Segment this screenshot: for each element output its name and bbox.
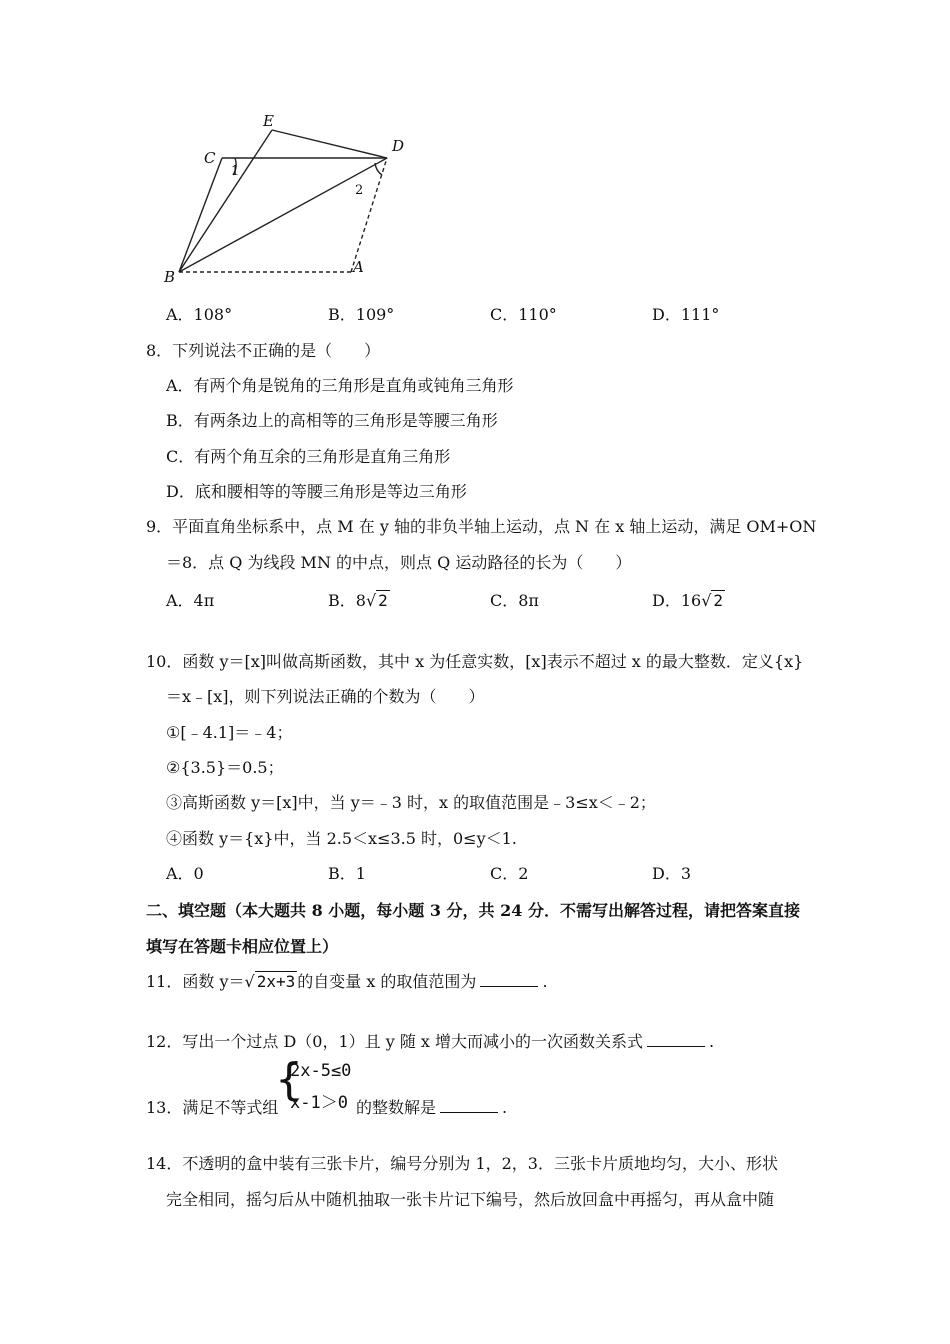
- q10-option-d: D．3: [652, 864, 692, 883]
- q8-option-b: B．有两条边上的高相等的三角形是等腰三角形: [166, 411, 498, 430]
- q8-stem: 8．下列说法不正确的是（ ）: [146, 341, 381, 360]
- q7-option-a: A．108°: [166, 305, 233, 324]
- q12: [146, 1029, 714, 1052]
- sqrt-symbol: √ 2: [365, 591, 388, 610]
- q7-option-b: B．109°: [328, 305, 395, 324]
- q9-option-d-text: D．16: [652, 591, 702, 610]
- q10-item-3: ③高斯函数 y＝[x]中，当 y＝﹣3 时，x 的取值范围是﹣3≤x＜﹣2；: [166, 793, 656, 812]
- q14-line1: 14．不透明的盒中装有三张卡片，编号分别为 1，2，3．三张卡片质地均匀，大小、形状: [146, 1154, 778, 1173]
- q8-option-d: D．底和腰相等的等腰三角形是等边三角形: [166, 482, 467, 501]
- q10-item-2: ②{3.5}＝0.5；: [166, 758, 284, 777]
- q10-item-1: ①[﹣4.1]＝﹣4；: [166, 723, 293, 742]
- section2-heading-line1: 二、填空题（本大题共 8 小题，每小题 3 分，共 24 分．不需写出解答过程，请把答案直接: [146, 901, 800, 920]
- q8-option-a: A．有两个角是锐角的三角形是直角或钝角三角形: [166, 376, 514, 395]
- segment-be: [179, 130, 272, 272]
- q9-option-a: A．4π: [166, 591, 215, 610]
- q13-prefix: 13．满足不等式组: [146, 1098, 279, 1117]
- q11-radicand: 2x+3: [256, 972, 296, 991]
- q11-answer-blank: [480, 972, 538, 987]
- segment-ed: [272, 130, 387, 158]
- q10-line2: ＝x﹣[x]，则下列说法正确的个数为（ ）: [166, 687, 485, 706]
- sqrt-symbol: √ 2: [701, 591, 724, 610]
- angle-2-arc: [375, 163, 382, 175]
- q7-option-c: C．110°: [490, 305, 557, 324]
- q9-option-c: C．8π: [490, 591, 539, 610]
- q14-line2: 完全相同，摇匀后从中随机抽取一张卡片记下编号，然后放回盒中再摇匀，再从盒中随: [166, 1190, 775, 1209]
- q9-option-b: [328, 588, 490, 611]
- q10-options: [166, 861, 814, 884]
- q12-answer-blank: [647, 1032, 705, 1047]
- geometry-figure: [150, 105, 420, 290]
- point-label-e: E: [263, 112, 274, 130]
- q13-tail: [356, 1095, 507, 1118]
- q7-options: [166, 302, 814, 325]
- q13-end: .: [502, 1098, 508, 1117]
- q13-inequality-2: x-1＞0: [290, 1093, 348, 1113]
- q11-end: .: [542, 972, 548, 991]
- point-label-b: B: [164, 268, 176, 286]
- q9-option-b-radicand: 2: [378, 591, 388, 610]
- q9-line1: 9．平面直角坐标系中，点 M 在 y 轴的非负半轴上运动，点 N 在 x 轴上运动，满足 OM+ON: [146, 517, 817, 536]
- section2-heading-line2: 填写在答题卡相应位置上）: [146, 937, 339, 956]
- point-label-c: C: [204, 149, 216, 167]
- q13-answer-blank: [440, 1098, 498, 1113]
- point-label-d: D: [392, 137, 405, 155]
- q9-options: [166, 588, 814, 611]
- q9-line2: ＝8．点 Q 为线段 MN 的中点，则点 Q 运动路径的长为（ ）: [166, 553, 632, 572]
- q8-option-c: C．有两个角互余的三角形是直角三角形: [166, 447, 451, 466]
- angle-label-2: 2: [355, 183, 364, 198]
- q10-item-4: ④函数 y＝{x}中，当 2.5＜x≤3.5 时，0≤y＜1.: [166, 829, 517, 848]
- q9-option-b-text: B．8: [328, 591, 366, 610]
- q11: [146, 969, 548, 992]
- q10-option-a: A．0: [166, 864, 204, 883]
- q12-text: 12．写出一个过点 D（0，1）且 y 随 x 增大而减小的一次函数关系式: [146, 1032, 644, 1051]
- point-label-a: A: [353, 258, 364, 276]
- sqrt-symbol: √ 2x+3: [244, 972, 296, 991]
- q11-prefix: 11．函数 y＝: [146, 972, 245, 991]
- q9-option-d: [652, 588, 814, 611]
- q10-option-c: C．2: [490, 864, 529, 883]
- q10-option-b: B．1: [328, 864, 366, 883]
- q13-suffix: 的整数解是: [356, 1098, 437, 1117]
- q7-option-d: D．111°: [652, 305, 720, 324]
- q10-line1: 10．函数 y＝[x]叫做高斯函数，其中 x 为任意实数，[x]表示不超过 x 的最大整数．定义{x}: [146, 652, 804, 671]
- q13-inequality-1: 2x-5≤0: [290, 1061, 352, 1081]
- q11-suffix: 的自变量 x 的取值范围为: [297, 972, 477, 991]
- brace-icon: {: [275, 1054, 303, 1105]
- angle-label-1: 1: [231, 164, 240, 179]
- q12-end: .: [709, 1032, 715, 1051]
- q9-option-d-radicand: 2: [713, 591, 724, 610]
